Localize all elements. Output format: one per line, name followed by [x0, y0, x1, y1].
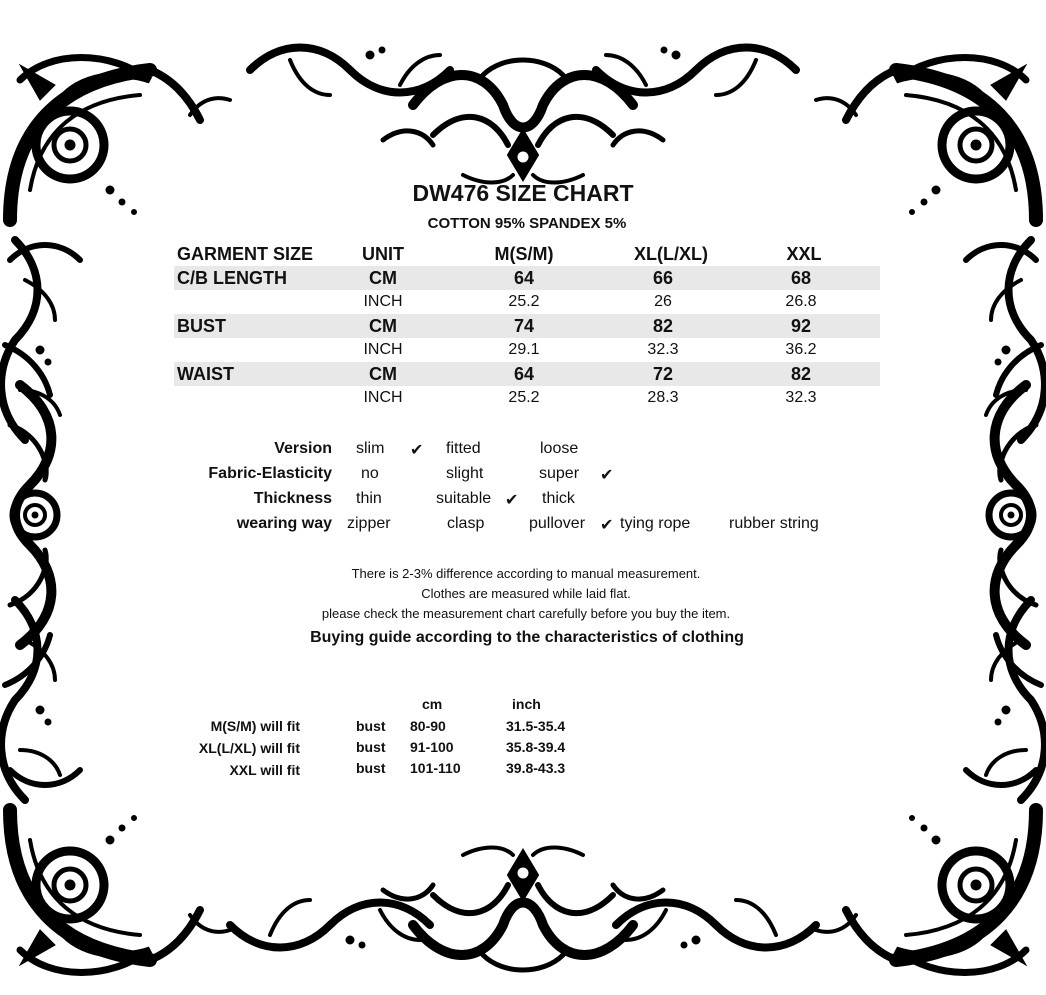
value-cell: 64	[513, 364, 535, 384]
unit-cell: INCH	[363, 389, 403, 406]
unit-cell: INCH	[363, 341, 403, 358]
column-header-cm: cm	[422, 696, 443, 712]
header-size-m: M(S/M)	[494, 244, 554, 264]
option-text: pullover	[529, 515, 586, 532]
value-cell: 64	[513, 268, 535, 288]
material-composition: COTTON 95% SPANDEX 5%	[427, 215, 627, 232]
characteristic-label: Fabric-Elasticity	[208, 465, 332, 482]
range-cm: 80-90	[410, 718, 446, 734]
range-inch: 35.8-39.4	[506, 739, 566, 755]
body-part: bust	[356, 739, 386, 755]
fit-label: XXL will fit	[229, 762, 300, 778]
value-cell: 74	[513, 316, 535, 336]
range-cm: 91-100	[410, 739, 454, 755]
value-cell: 25.2	[508, 293, 540, 310]
check-icon: ✔	[600, 517, 614, 534]
option-text: thin	[356, 490, 382, 507]
fit-label: M(S/M) will fit	[210, 718, 300, 734]
option-text: loose	[540, 440, 579, 457]
check-icon: ✔	[505, 492, 519, 509]
value-cell: 36.2	[785, 341, 817, 358]
row-label-bust: BUST	[177, 316, 226, 336]
value-cell: 26	[654, 293, 672, 310]
body-part: bust	[356, 718, 386, 734]
value-cell: 26.8	[785, 293, 817, 310]
check-icon: ✔	[600, 467, 614, 484]
option-text: thick	[542, 490, 575, 507]
buying-guide-title: Buying guide according to the characteristics of clothing	[310, 629, 744, 646]
unit-cell: CM	[369, 268, 397, 288]
value-cell: 32.3	[785, 389, 817, 406]
option-text: no	[361, 465, 379, 482]
range-inch: 31.5-35.4	[506, 718, 566, 734]
value-cell: 68	[790, 268, 812, 288]
header-size-xl: XL(L/XL)	[634, 244, 708, 264]
option-text: rubber string	[729, 515, 819, 532]
option-text: tying rope	[620, 515, 691, 532]
header-garment-size: GARMENT SIZE	[177, 244, 314, 264]
value-cell: 32.3	[647, 341, 679, 358]
unit-cell: CM	[369, 316, 397, 336]
range-inch: 39.8-43.3	[506, 760, 566, 776]
value-cell: 82	[652, 316, 674, 336]
characteristic-label: Thickness	[253, 490, 332, 507]
note-line: please check the measurement chart carefully before you buy the item.	[321, 606, 731, 621]
header-unit: UNIT	[362, 244, 404, 264]
row-label-waist: WAIST	[177, 364, 234, 384]
row-label-cb-length: C/B LENGTH	[177, 268, 287, 288]
value-cell: 82	[790, 364, 812, 384]
option-text: super	[539, 465, 580, 482]
value-cell: 28.3	[647, 389, 679, 406]
value-cell: 66	[652, 268, 674, 288]
range-cm: 101-110	[410, 760, 461, 776]
value-cell: 29.1	[508, 341, 540, 358]
column-header-inch: inch	[512, 696, 541, 712]
fit-label: XL(L/XL) will fit	[198, 740, 300, 756]
value-cell: 72	[652, 364, 674, 384]
body-part: bust	[356, 760, 386, 776]
option-text: zipper	[347, 515, 391, 532]
check-icon: ✔	[410, 442, 424, 459]
note-line: There is 2-3% difference according to manual measurement.	[351, 566, 701, 581]
option-text: suitable	[436, 490, 492, 507]
note-line: Clothes are measured while laid flat.	[421, 586, 631, 601]
option-text: slight	[446, 465, 484, 482]
unit-cell: CM	[369, 364, 397, 384]
header-size-xxl: XXL	[786, 244, 822, 264]
option-text: clasp	[447, 515, 485, 532]
option-text: slim	[356, 440, 385, 457]
characteristic-label: Version	[274, 440, 332, 457]
unit-cell: INCH	[363, 293, 403, 310]
chart-title: DW476 SIZE CHART	[412, 180, 634, 206]
characteristic-label: wearing way	[236, 515, 332, 532]
value-cell: 25.2	[508, 389, 540, 406]
option-text: fitted	[446, 440, 481, 457]
value-cell: 92	[790, 316, 812, 336]
